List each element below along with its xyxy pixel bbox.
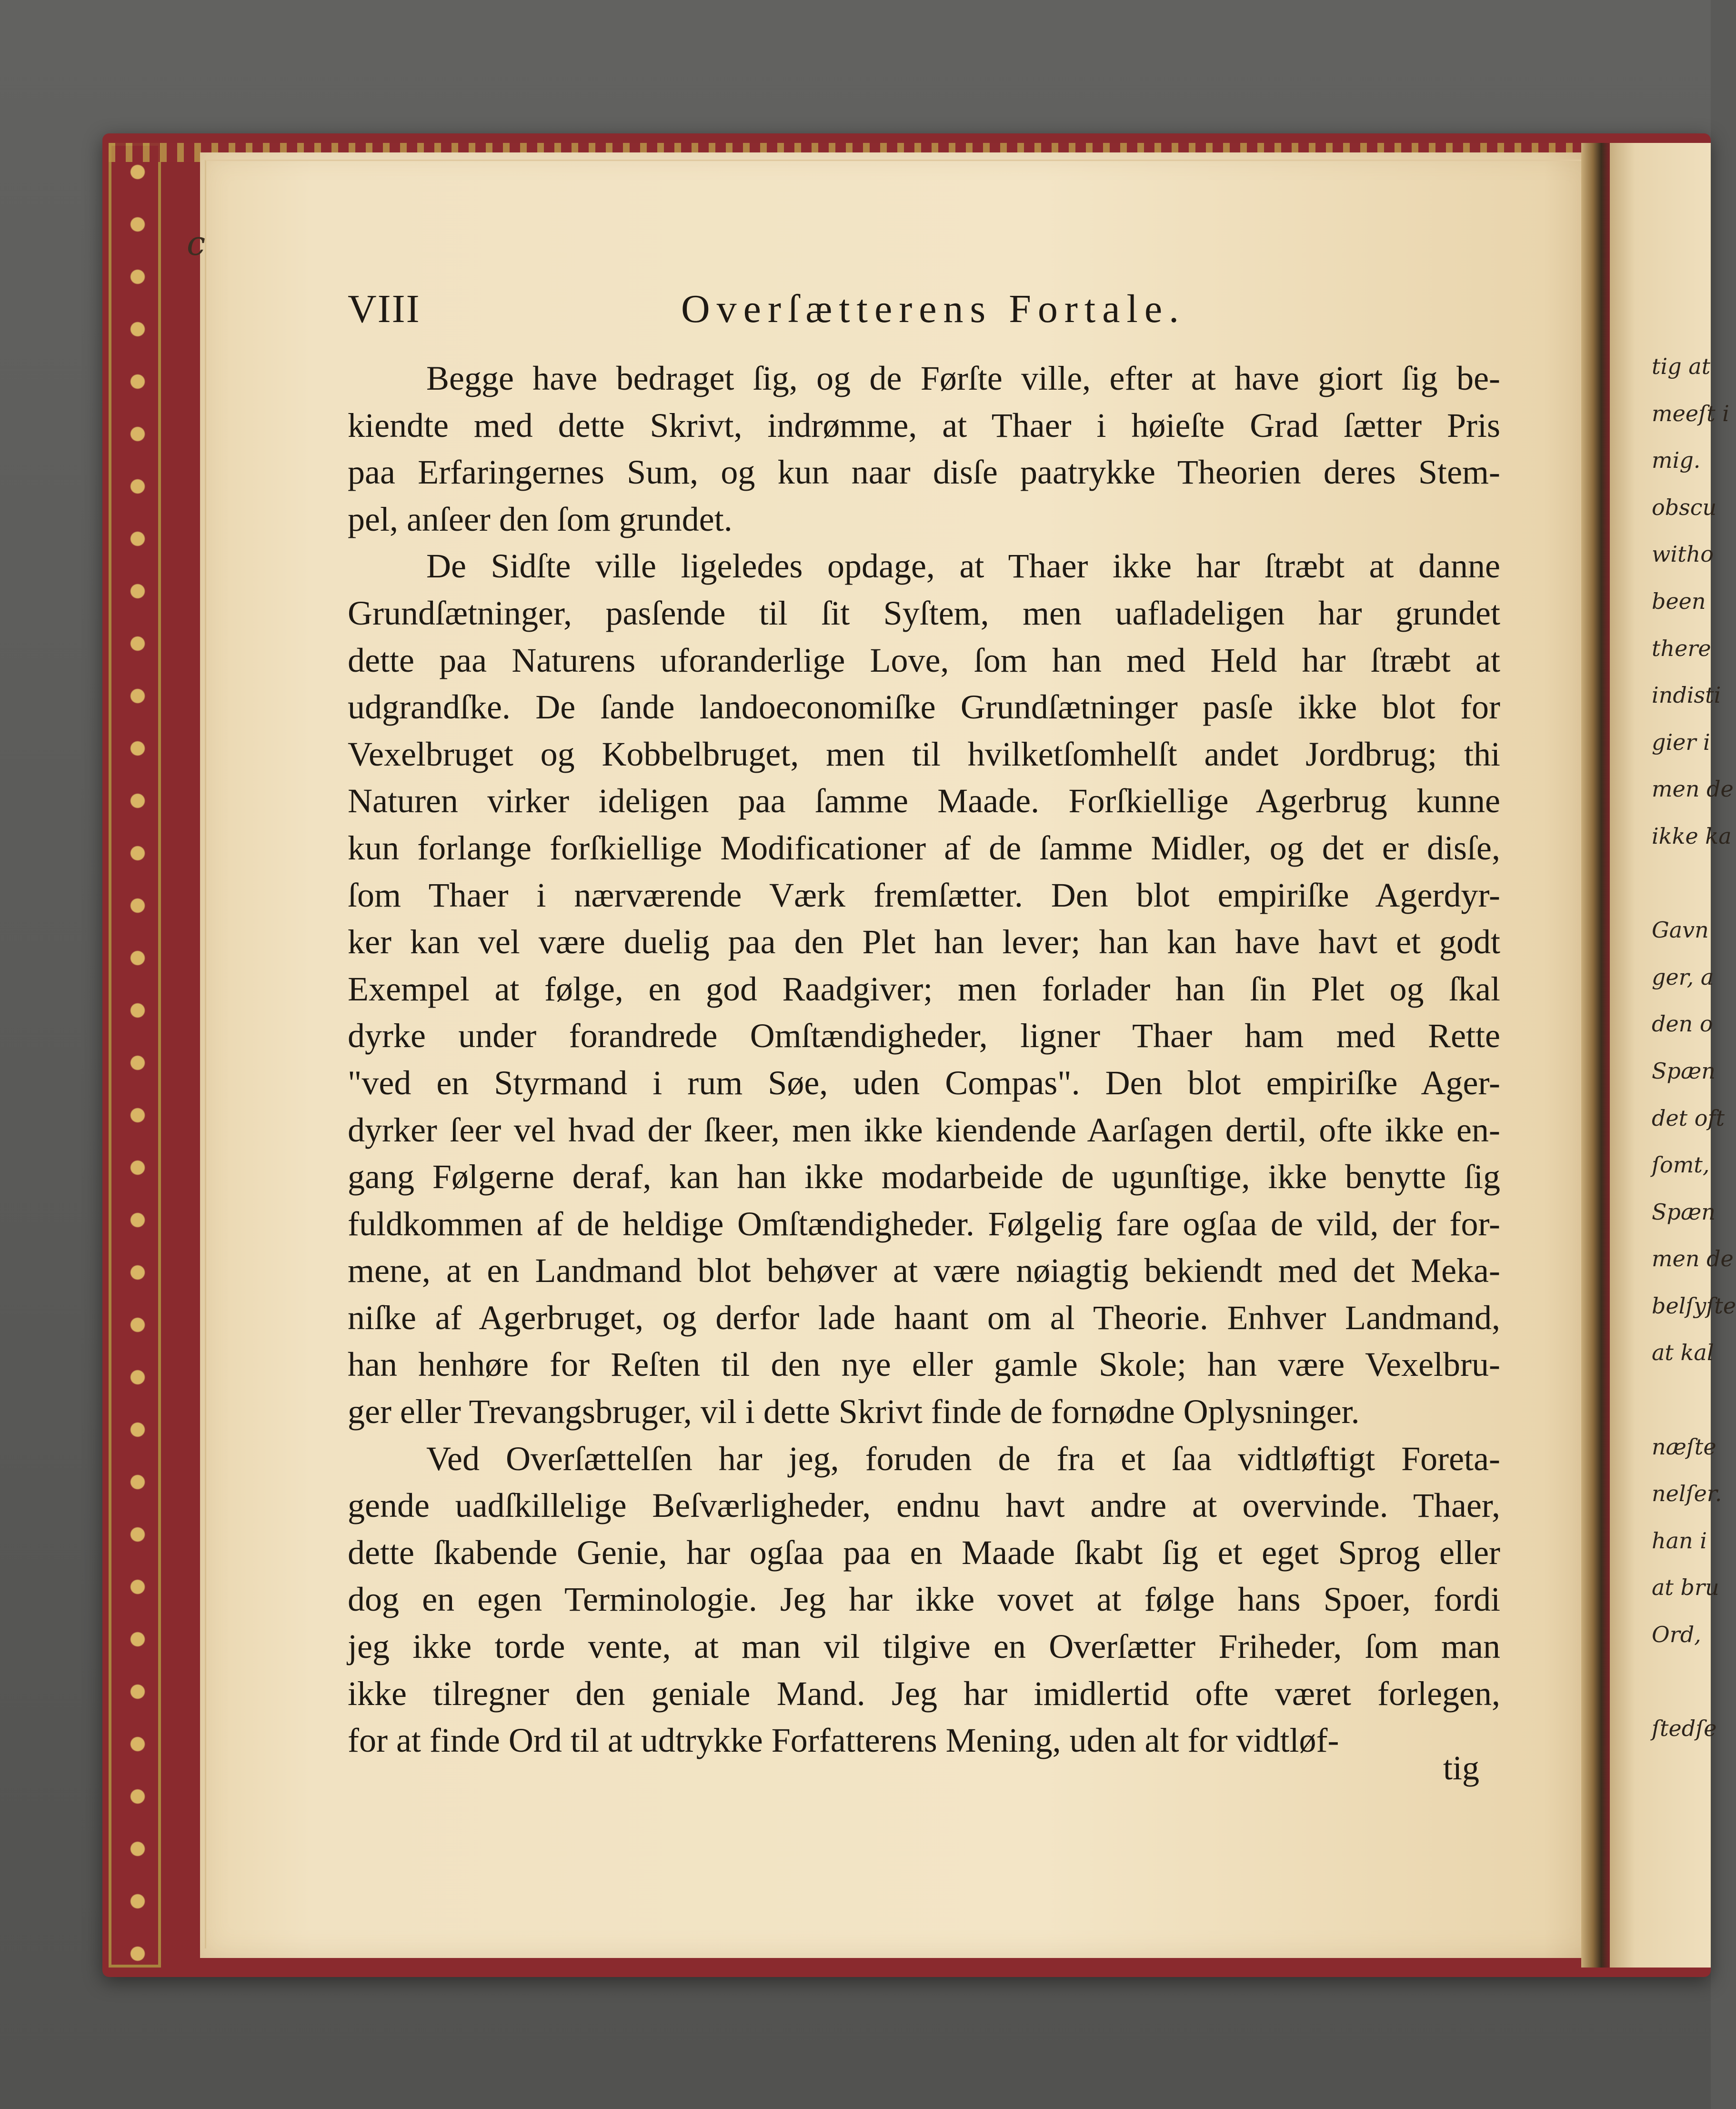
facing-page-fragment: men de — [1652, 1246, 1734, 1272]
text-line: Ved Overſættelſen har jeg, foruden de fra et ſaa vidtløftigt Foreta- — [426, 1439, 1500, 1478]
facing-page-text — [1652, 343, 1736, 1752]
text-line: udgrandſke. De ſande landoeconomiſke Grundſætninger pasſe ikke blot for — [348, 688, 1500, 727]
text-line: De Sidſte ville ligeledes opdage, at Thaer ikke har ſtræbt at danne — [426, 547, 1500, 585]
facing-page-fragment: mig. — [1652, 447, 1701, 474]
facing-page-fragment: ſomt, — [1652, 1152, 1710, 1178]
facing-page-fragment: obscu — [1652, 494, 1717, 520]
text-line: Grundſætninger, pasſende til ſit Syſtem, men uafladeligen har grundet — [348, 594, 1500, 632]
running-title: Overſætterens Fortale. — [681, 287, 1186, 331]
catchword: tig — [1443, 1749, 1480, 1787]
text-line: ſom Thaer i nærværende Værk fremſætter. Den blot empiriſke Agerdyr- — [348, 876, 1500, 914]
text-line: Naturen virker ideligen paa ſamme Maade. Forſkiellige Agerbrug kunne — [348, 782, 1500, 820]
body-text — [348, 355, 1500, 1764]
facing-page-fragment: witho — [1652, 541, 1714, 567]
text-line: for at finde Ord til at udtrykke Forfatterens Mening, uden alt for vidtløf- — [348, 1721, 1339, 1760]
facing-page-spacer — [1652, 1658, 1714, 1705]
facing-page-fragment: men de — [1652, 776, 1734, 802]
facing-page-fragment: ſtedſe — [1652, 1715, 1717, 1742]
facing-page-fragment: there — [1652, 635, 1711, 661]
facing-page-fragment: han i — [1652, 1527, 1707, 1554]
text-line: han henhøre for Reſten til den nye eller gamle Skole; han være Vexelbru- — [348, 1345, 1500, 1384]
facing-page-fragment: nelſer. — [1652, 1481, 1722, 1507]
text-line: kiendte med dette Skrivt, indrømme, at Thaer i høieſte Grad ſætter Pris — [348, 406, 1500, 444]
text-line: dette paa Naturens uforanderlige Love, ſom han med Held har ſtræbt at — [348, 641, 1500, 679]
facing-page-fragment: indisti — [1652, 682, 1721, 708]
text-line: dyrke under forandrede Omſtændigheder, ligner Thaer ham med Rette — [348, 1017, 1500, 1055]
text-line: fuldkommen af de heldige Omſtændigheder. Følgelig fare ogſaa de vild, der for- — [348, 1204, 1500, 1243]
text-line: Vexelbruget og Kobbelbruget, men til hvilketſomhelſt andet Jordbrug; thi — [348, 735, 1500, 773]
page-number: VIII — [348, 287, 421, 331]
text-line: jeg ikke torde vente, at man vil tilgive en Overſætter Friheder, ſom man — [348, 1627, 1500, 1666]
facing-page-spacer — [1652, 860, 1714, 907]
text-line: gende uadſkillelige Beſværligheder, endnu havt andre at overvinde. Thaer, — [348, 1486, 1500, 1525]
gilt-ornament-border — [109, 143, 161, 1968]
facing-page-fragment: Spæn — [1652, 1058, 1716, 1084]
text-line: mene, at en Landmand blot behøver at være nøiagtig bekiendt med det Meka- — [348, 1251, 1500, 1290]
text-line: "ved en Styrmand i rum Søe, uden Compas". Den blot empiriſke Ager- — [348, 1063, 1500, 1102]
text-line: Begge have bedraget ſig, og de Førſte ville, efter at have giort ſig be- — [426, 359, 1500, 397]
text-line: niſke af Agerbruget, og derfor lade haant om al Theorie. Enhver Landmand, — [348, 1298, 1500, 1337]
facing-page-fragment: at kal — [1652, 1340, 1714, 1366]
facing-page-fragment: been — [1652, 588, 1706, 614]
text-line: dyrker ſeer vel hvad der ſkeer, men ikke kiendende Aarſagen dertil, ofte ikke en- — [348, 1110, 1500, 1149]
page-header — [348, 286, 1205, 338]
facing-page-fragment: den o — [1652, 1011, 1713, 1037]
book-gutter — [1581, 143, 1610, 1968]
text-line: pel, anſeer den ſom grundet. — [348, 500, 733, 538]
facing-page-spacer — [1652, 1376, 1714, 1423]
facing-page-fragment: Ord, — [1652, 1622, 1701, 1648]
facing-page-fragment: ikke ka — [1652, 823, 1732, 849]
text-line: ikke tilregner den geniale Mand. Jeg har imidlertid ofte været forlegen, — [348, 1674, 1500, 1713]
text-line: ker kan vel være duelig paa den Plet han lever; han kan have havt et godt — [348, 923, 1500, 961]
text-line: paa Erfaringernes Sum, og kun naar disſe paatrykke Theorien deres Stem- — [348, 453, 1500, 492]
margin-mark: c — [187, 224, 206, 263]
facing-page-fragment: tig at — [1652, 353, 1711, 379]
facing-page-fragment: Gavn — [1652, 917, 1709, 943]
facing-page-fragment: meeſt i — [1652, 400, 1729, 426]
facing-page-fragment: Spæn — [1652, 1199, 1716, 1225]
text-line: ger eller Trevangsbruger, vil i dette Skrivt finde de fornødne Oplysninger. — [348, 1393, 1360, 1431]
text-line: dog en egen Terminologie. Jeg har ikke vovet at følge hans Spoer, fordi — [348, 1580, 1500, 1619]
facing-page-fragment: at bru — [1652, 1574, 1719, 1601]
text-line: Exempel at følge, en god Raadgiver; men forlader han ſin Plet og ſkal — [348, 969, 1500, 1008]
facing-page-fragment: ger, a — [1652, 964, 1714, 990]
facing-page-edge — [1610, 143, 1736, 1968]
facing-page-fragment: belſyſte — [1652, 1292, 1736, 1319]
text-line: dette ſkabende Genie, har ogſaa paa en Maade ſkabt ſig et eget Sprog eller — [348, 1533, 1500, 1572]
text-line: kun forlange forſkiellige Modificationer af de ſamme Midler, og det er disſe, — [348, 828, 1500, 867]
facing-page-fragment: næſte — [1652, 1433, 1716, 1460]
facing-page-fragment: gier i — [1652, 729, 1710, 755]
facing-page-fragment: det oft — [1652, 1105, 1725, 1131]
text-line: gang Følgerne deraf, kan han ikke modarbeide de ugunſtige, ikke benytte ſig — [348, 1158, 1500, 1196]
